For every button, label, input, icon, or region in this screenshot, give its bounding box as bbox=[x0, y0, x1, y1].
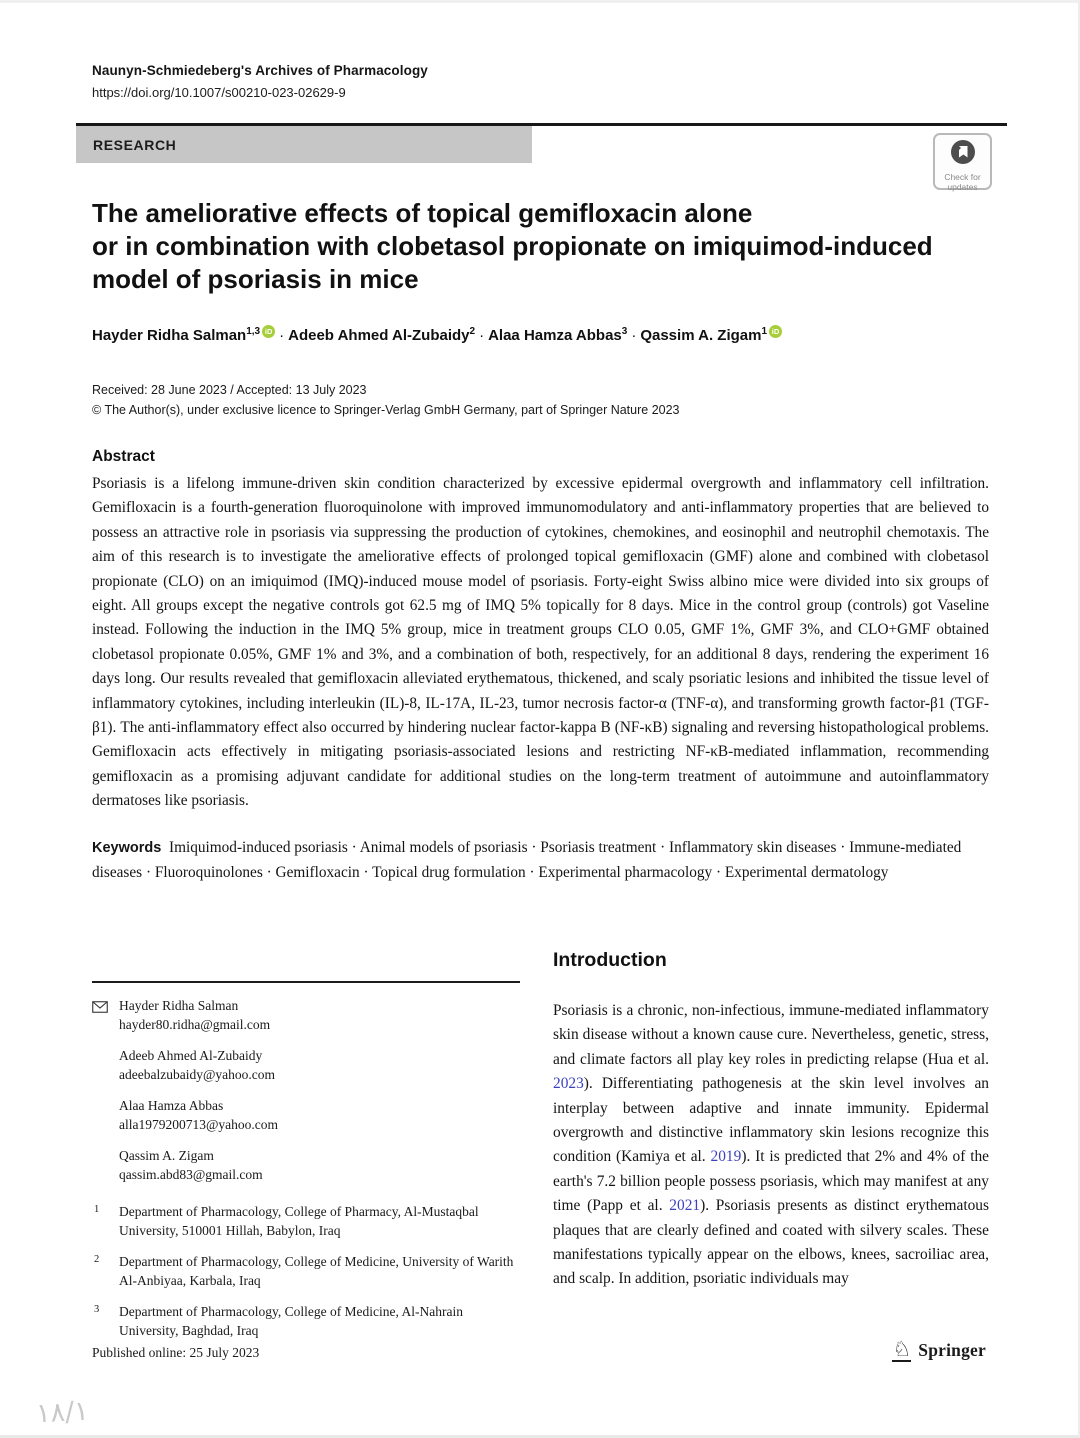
orcid-icon[interactable]: iD bbox=[769, 325, 782, 338]
contact-list bbox=[92, 997, 520, 1184]
contact-entry bbox=[92, 1047, 520, 1084]
citation-link[interactable]: 2023 bbox=[553, 1075, 584, 1093]
article-title-line: The ameliorative effects of topical gemifloxacin alone bbox=[92, 198, 753, 228]
article-type-banner bbox=[76, 126, 532, 163]
contact-email[interactable]: qassim.abd83@gmail.com bbox=[119, 1166, 263, 1182]
affiliation-text: Department of Pharmacology, College of Medicine, Al-Nahrain University, Baghdad, Iraq bbox=[119, 1304, 464, 1338]
footnote-rule bbox=[92, 981, 520, 983]
contact-entry bbox=[92, 997, 520, 1034]
article-title-line: or in combination with clobetasol propionate on imiquimod-induced bbox=[92, 231, 933, 261]
author-list bbox=[92, 325, 992, 344]
abstract-heading: Abstract bbox=[92, 448, 155, 465]
contact-name: Adeeb Ahmed Al-Zubaidy bbox=[119, 1048, 263, 1063]
citation-link[interactable]: 2019 bbox=[710, 1148, 742, 1166]
dates-block bbox=[92, 380, 680, 420]
introduction-text-segment: ). It is predicted that 2% and 4% of the earth's 7.2 billion people possess psoriasis, which may manifest at any time (Papp et al. bbox=[553, 1148, 989, 1215]
doi-link[interactable]: https://doi.org/10.1007/s00210-023-02629-9 bbox=[92, 85, 346, 100]
introduction-heading: Introduction bbox=[553, 949, 667, 971]
author-name: Hayder Ridha Salman bbox=[92, 327, 247, 344]
article-title bbox=[92, 197, 1012, 296]
keywords-label: Keywords bbox=[92, 840, 162, 856]
author-name: Qassim A. Zigam bbox=[640, 327, 762, 344]
affiliation-number: 3 bbox=[94, 1304, 100, 1315]
keywords-list: Imiquimod-induced psoriasis · Animal models of psoriasis · Psoriasis treatment · Inflammatory skin diseases · Immune-mediated diseases · Fluoroquinolones · Gemifloxacin · Topical drug formulation · Experimental pharmacology · Experimental dermatology bbox=[92, 839, 962, 881]
abstract-text: Psoriasis is a lifelong immune-driven skin condition characterized by excessive epidermal overgrowth and inflammatory cell infiltration. Gemifloxacin is a fourth-generation fluoroquinolone with improved immunomodulatory and anti-inflammatory properties that are believed to possess an attractive role in psoriasis via suppressing the production of cytokines, chemokines, and eosinophil and neutrophil chemotaxis. The aim of this research is to investigate the ameliorative effects of prolonged topical gemifloxacin (GMF) alone and combined with clobetasol propionate (CLO) on an imiquimod (IMQ)-induced mouse model of psoriasis. Forty-eight Swiss albino mice were divided into six groups of eight. All groups except the negative controls got 62.5 mg of IMQ 5% topically for 8 days. Mice in the control group (controls) got Vaseline instead. Following the induction in the IMQ 5% group, mice in treatment groups CLO 0.05, GMF 1%, GMF 3%, and CLO+GMF obtained clobetasol propionate 0.05%, GMF 1% and 3%, and a combination of both, respectively, for an additional 8 days, rendering the experiment 16 days long. Our results revealed that gemifloxacin alleviated erythematous, thickened, and scaly psoriatic lesions and inhibited the tissue level of inflammatory cytokines, including interleukin (IL)-8, IL-17A, IL-23, tumor necrosis factor-α (TNF-α), and transforming growth factor-β1 (TGF-β1). The anti-inflammatory effect also occurred by hindering nuclear factor-kappa B (NF-κB) signaling and reversing histopathological problems. Gemifloxacin acts effectively in mitigating psoriasis-associated lesions and restricting NF-κB-mediated inflammation, recommending gemifloxacin as a promising adjuvant candidate for additional studies on the long-term treatment of autoimmune and autoinflammatory dermatoses like psoriasis. bbox=[92, 475, 989, 810]
published-online-line: Published online: 25 July 2023 bbox=[92, 1345, 260, 1360]
author-name: Alaa Hamza Abbas bbox=[488, 327, 622, 344]
journal-header bbox=[92, 63, 428, 100]
check-updates-label: Check for updates bbox=[944, 172, 981, 192]
affiliation-item bbox=[92, 1253, 520, 1290]
contact-email[interactable]: adeebalzubaidy@yahoo.com bbox=[119, 1066, 275, 1082]
two-column-zone bbox=[92, 947, 989, 1353]
contact-entry bbox=[92, 1147, 520, 1184]
keywords-block bbox=[92, 836, 989, 884]
contact-email[interactable]: alla1979200713@yahoo.com bbox=[119, 1116, 279, 1132]
author-separator: · bbox=[279, 327, 285, 344]
contact-email[interactable]: hayder80.ridha@gmail.com bbox=[119, 1016, 271, 1032]
author-separator: · bbox=[479, 327, 485, 344]
author-affiliation-sup: 2 bbox=[469, 326, 476, 337]
citation-link[interactable]: 2021 bbox=[669, 1197, 701, 1215]
affiliation-text: Department of Pharmacology, College of Medicine, University of Warith Al-Anbiyaa, Karbala, Iraq bbox=[119, 1254, 514, 1288]
correspondence-column bbox=[92, 947, 520, 1353]
introduction-text-segment: Psoriasis is a chronic, non-infectious, immune-mediated inflammatory skin disease without a known cause cure. Nevertheless, genetic, stress, and climate factors all play key roles in predicting relapse (Hua et al. bbox=[553, 1002, 989, 1068]
author-affiliation-sup: 3 bbox=[621, 326, 628, 337]
contact-name: Qassim A. Zigam bbox=[119, 1148, 214, 1163]
affiliation-number: 2 bbox=[94, 1254, 100, 1265]
copyright-line: © The Author(s), under exclusive licence to Springer-Verlag GmbH Germany, part of Springer Nature 2023 bbox=[92, 403, 680, 417]
crossmark-icon bbox=[950, 139, 976, 170]
author-affiliation-sup: 1,3 bbox=[246, 326, 261, 337]
article-title-line: model of psoriasis in mice bbox=[92, 264, 419, 294]
journal-name: Naunyn-Schmiedeberg's Archives of Pharmacology bbox=[92, 63, 428, 78]
author-separator: · bbox=[631, 327, 637, 344]
affiliation-list bbox=[92, 1203, 520, 1340]
affiliation-text: Department of Pharmacology, College of Pharmacy, Al-Mustaqbal University, 510001 Hillah, Babylon, Iraq bbox=[119, 1204, 479, 1238]
page-corner-mark: ١٨/١ bbox=[35, 1395, 90, 1430]
affiliation-item bbox=[92, 1303, 520, 1340]
contact-entry bbox=[92, 1097, 520, 1134]
author-name: Adeeb Ahmed Al-Zubaidy bbox=[288, 327, 470, 344]
author-affiliation-sup: 1 bbox=[761, 326, 768, 337]
contact-name: Hayder Ridha Salman bbox=[119, 998, 239, 1013]
publisher-name: Springer bbox=[918, 1340, 986, 1360]
introduction-column bbox=[553, 947, 989, 1353]
check-for-updates-badge[interactable] bbox=[933, 133, 992, 190]
contact-name: Alaa Hamza Abbas bbox=[119, 1098, 224, 1113]
affiliation-item bbox=[92, 1203, 520, 1240]
introduction-text bbox=[553, 999, 989, 1292]
introduction-text-segment: ). Differentiating pathogenesis at the skin level involves an interplay between adaptive and innate immunity. Epidermal overgrowth and distinctive inflammatory skin lesions recognize this condition (Kamiya et al. bbox=[553, 1075, 989, 1166]
received-accepted-line: Received: 28 June 2023 / Accepted: 13 July 2023 bbox=[92, 383, 367, 397]
article-type-label: RESEARCH bbox=[93, 136, 177, 153]
affiliation-number: 1 bbox=[94, 1204, 100, 1215]
orcid-icon[interactable]: iD bbox=[262, 325, 275, 338]
springer-horse-icon: ♘ bbox=[892, 1337, 912, 1361]
envelope-icon bbox=[92, 1000, 108, 1019]
introduction-text-segment: ). Psoriasis presents as distinct erythematous plaques that are clearly defined and coated with silvery scales. These manifestations typically appear on the elbows, knees, sacroiliac area, and scalp. In addition, psoriatic individuals may bbox=[553, 1197, 989, 1288]
publisher-logo bbox=[892, 1339, 986, 1362]
